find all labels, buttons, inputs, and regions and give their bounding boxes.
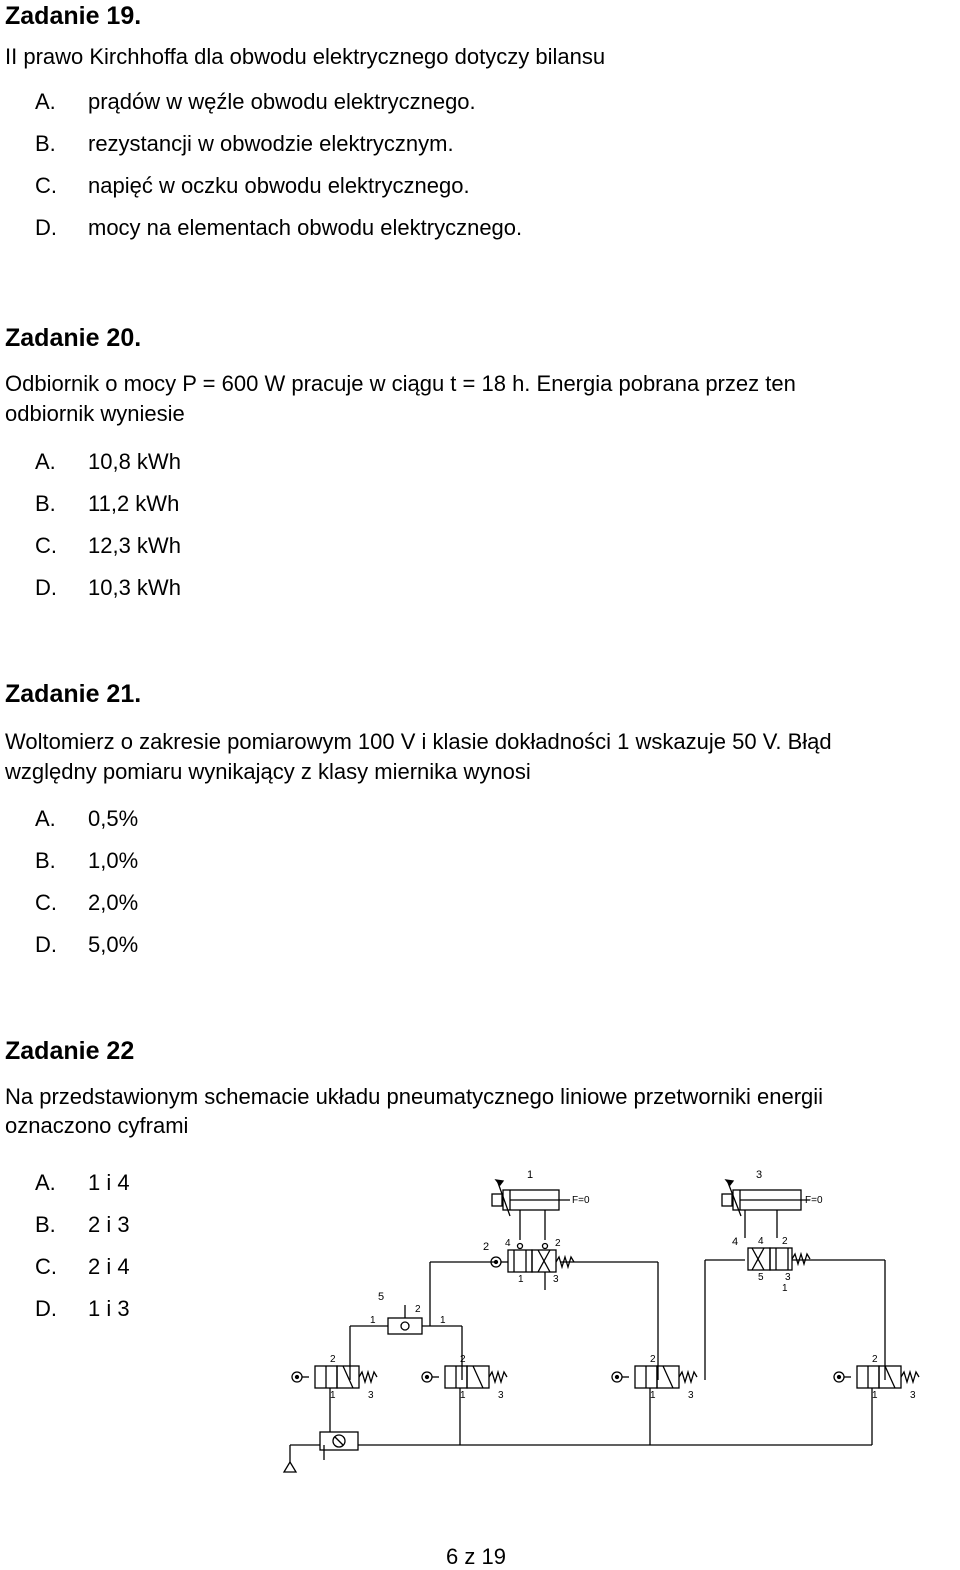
q20-stem-line1: Odbiornik o mocy P = 600 W pracuje w ciągu t = 18 h. Energia pobrana przez ten bbox=[5, 371, 796, 396]
svg-text:1: 1 bbox=[370, 1315, 376, 1326]
q21-option-d[interactable]: D. 5,0% bbox=[35, 932, 139, 957]
svg-text:1: 1 bbox=[782, 1283, 788, 1294]
cylinder-1-label: 1 bbox=[527, 1169, 534, 1181]
valve-bottom-3 bbox=[612, 1354, 697, 1445]
svg-text:1: 1 bbox=[440, 1315, 446, 1326]
q19-option-c[interactable]: C. napięć w oczku obwodu elektrycznego. bbox=[35, 173, 470, 198]
svg-text:2: 2 bbox=[555, 1238, 561, 1249]
svg-text:2: 2 bbox=[782, 1236, 788, 1247]
svg-text:1: 1 bbox=[460, 1390, 466, 1401]
q22-option-b[interactable]: B. 2 i 3 bbox=[35, 1212, 130, 1237]
svg-text:3: 3 bbox=[910, 1390, 916, 1401]
svg-text:4: 4 bbox=[758, 1236, 764, 1247]
q21-option-b[interactable]: B. 1,0% bbox=[35, 848, 139, 873]
svg-text:3: 3 bbox=[553, 1274, 559, 1285]
svg-text:2: 2 bbox=[483, 1241, 490, 1253]
svg-text:1: 1 bbox=[650, 1390, 656, 1401]
svg-text:2: 2 bbox=[330, 1354, 336, 1365]
q22-stem-line1: Na przedstawionym schemacie układu pneumatycznego liniowe przetworniki energii bbox=[5, 1084, 824, 1109]
q22-stem-line2: oznaczono cyframi bbox=[5, 1113, 189, 1138]
svg-text:3: 3 bbox=[688, 1390, 694, 1401]
q21-stem-line1: Woltomierz o zakresie pomiarowym 100 V i klasie dokładności 1 wskazuje 50 V. Błąd bbox=[5, 729, 832, 754]
q21-option-a[interactable]: A. 0,5% bbox=[35, 806, 139, 831]
cylinder-1-force: F=0 bbox=[572, 1195, 590, 1206]
q21-stem-line2: względny pomiaru wynikający z klasy miernika wynosi bbox=[5, 759, 531, 784]
cylinder-1 bbox=[492, 1169, 590, 1240]
q22-title: Zadanie 22 bbox=[5, 1037, 135, 1065]
q20-option-b[interactable]: B. 11,2 kWh bbox=[35, 491, 180, 516]
svg-text:3: 3 bbox=[368, 1390, 374, 1401]
svg-text:1: 1 bbox=[330, 1390, 336, 1401]
q19-option-a[interactable]: A. prądów w węźle obwodu elektrycznego. bbox=[35, 89, 476, 114]
valve-4 bbox=[705, 1236, 885, 1380]
svg-text:3: 3 bbox=[498, 1390, 504, 1401]
q20-option-d[interactable]: D. 10,3 kWh bbox=[35, 575, 181, 600]
q20-option-c[interactable]: C. 12,3 kWh bbox=[35, 533, 181, 558]
cylinder-3-force: F=0 bbox=[805, 1195, 823, 1206]
cylinder-3-label: 3 bbox=[756, 1169, 763, 1181]
pneumatic-diagram bbox=[270, 1160, 960, 1490]
page-number: 6 z 19 bbox=[446, 1544, 506, 1569]
svg-text:2: 2 bbox=[872, 1354, 878, 1365]
valve-bottom-4 bbox=[834, 1354, 919, 1445]
svg-text:1: 1 bbox=[518, 1274, 524, 1285]
q22-option-c[interactable]: C. 2 i 4 bbox=[35, 1254, 130, 1279]
air-service-unit bbox=[320, 1432, 358, 1460]
svg-text:4: 4 bbox=[732, 1236, 739, 1248]
valve-bottom-2 bbox=[422, 1354, 507, 1445]
svg-text:5: 5 bbox=[758, 1272, 764, 1283]
valve-2 bbox=[483, 1238, 574, 1290]
svg-text:2: 2 bbox=[650, 1354, 656, 1365]
svg-text:2: 2 bbox=[415, 1304, 421, 1315]
q19-stem: II prawo Kirchhoffa dla obwodu elektrycznego dotyczy bilansu bbox=[5, 44, 606, 69]
svg-text:2: 2 bbox=[460, 1354, 466, 1365]
q22-option-a[interactable]: A. 1 i 4 bbox=[35, 1170, 130, 1195]
svg-text:1: 1 bbox=[872, 1390, 878, 1401]
q19-option-b[interactable]: B. rezystancji w obwodzie elektrycznym. bbox=[35, 131, 454, 156]
q20-title: Zadanie 20. bbox=[5, 324, 142, 352]
q20-stem-line2: odbiornik wyniesie bbox=[5, 401, 185, 426]
svg-text:5: 5 bbox=[378, 1291, 385, 1303]
q21-option-c[interactable]: C. 2,0% bbox=[35, 890, 139, 915]
q19-title: Zadanie 19. bbox=[5, 2, 142, 30]
q19-option-d[interactable]: D. mocy na elementach obwodu elektrycznego. bbox=[35, 215, 523, 240]
q22-option-d[interactable]: D. 1 i 3 bbox=[35, 1296, 130, 1321]
q20-option-a[interactable]: A. 10,8 kWh bbox=[35, 449, 181, 474]
cylinder-3 bbox=[722, 1169, 823, 1238]
svg-text:4: 4 bbox=[505, 1238, 511, 1249]
q21-title: Zadanie 21. bbox=[5, 680, 142, 708]
svg-text:3: 3 bbox=[785, 1272, 791, 1283]
valve-bottom-1 bbox=[292, 1354, 377, 1445]
